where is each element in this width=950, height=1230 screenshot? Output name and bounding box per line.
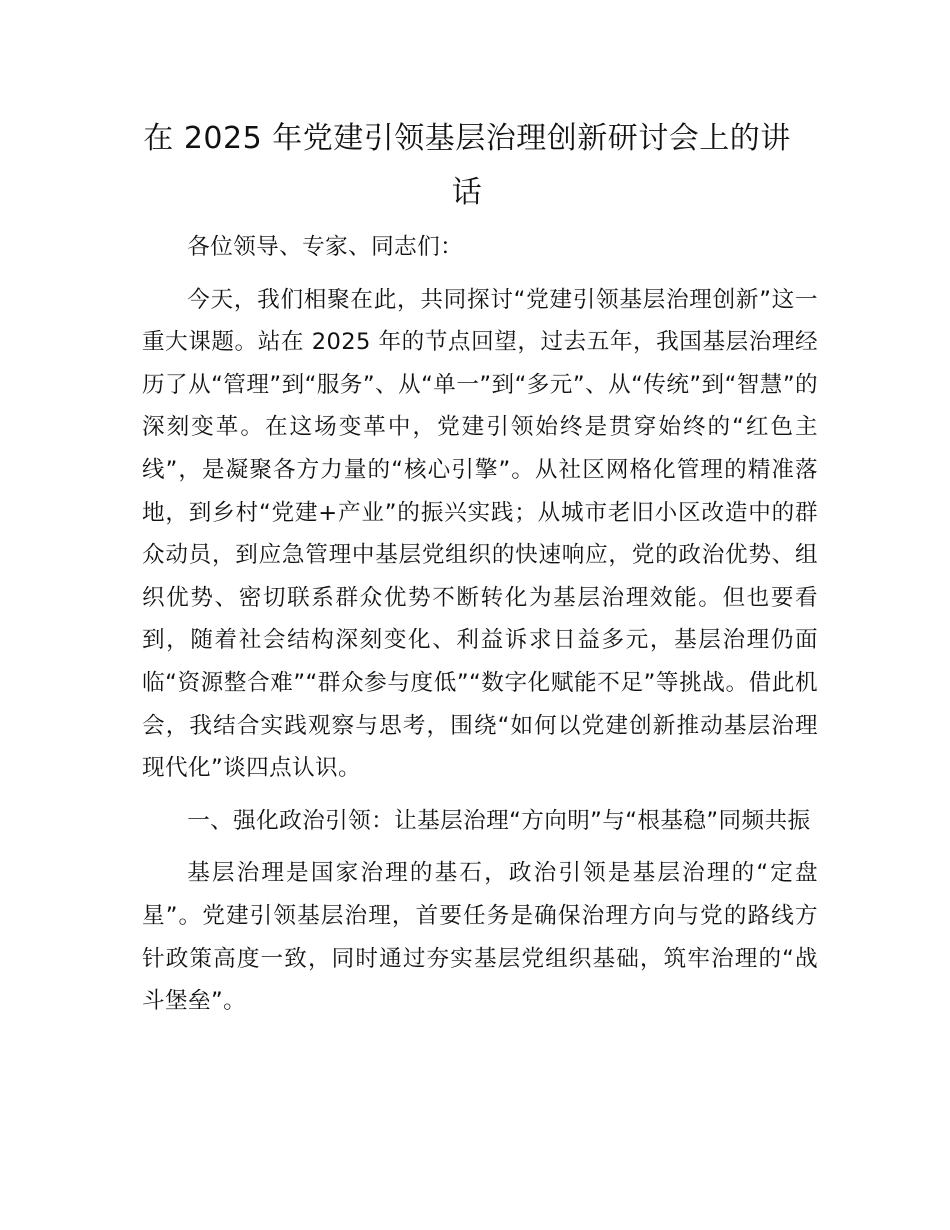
paragraph-intro: 今天，我们相聚在此，共同探讨“党建引领基层治理创新”这一重大课题。站在 2025 年的节点回望，过去五年，我国基层治理经历了从“管理”到“服务”、从“单一”到“多元”、从“传统”到“智慧”的深刻变革。在这场变革中，党建引领始终是贯穿始终的“红色主线”，是凝聚各方力量的“核心引擎”。从社区网格化管理的精准落地，到乡村“党建+产业”的振兴实践；从城市老旧小区改造中的群众动员，到应急管理中基层党组织的快速响应，党的政治优势、组织优势、密切联系群众优势不断转化为基层治理效能。但也要看到，随着社会结构深刻变化、利益诉求日益多元，基层治理仍面临“资源整合难”“群众参与度低”“数字化赋能不足”等挑战。借此机会，我结合实践观察与思考，围绕“如何以党建创新推动基层治理现代化”谈四点认识。 [142,286,818,782]
document-title: 在 2025 年党建引领基层治理创新研讨会上的讲话 [143,121,791,210]
paragraph-section-one: 基层治理是国家治理的基石，政治引领是基层治理的“定盘星”。党建引领基层治理，首要任务是确保治理方向与党的路线方针政策高度一致，同时通过夯实基层党组织基础，筑牢治理的“战斗堡垒”。 [142,860,818,1015]
salutation: 各位领导、专家、同志们： [187,234,464,260]
section-heading-one: 一、强化政治引领：让基层治理“方向明”与“根基稳”同频共振 [187,807,811,834]
